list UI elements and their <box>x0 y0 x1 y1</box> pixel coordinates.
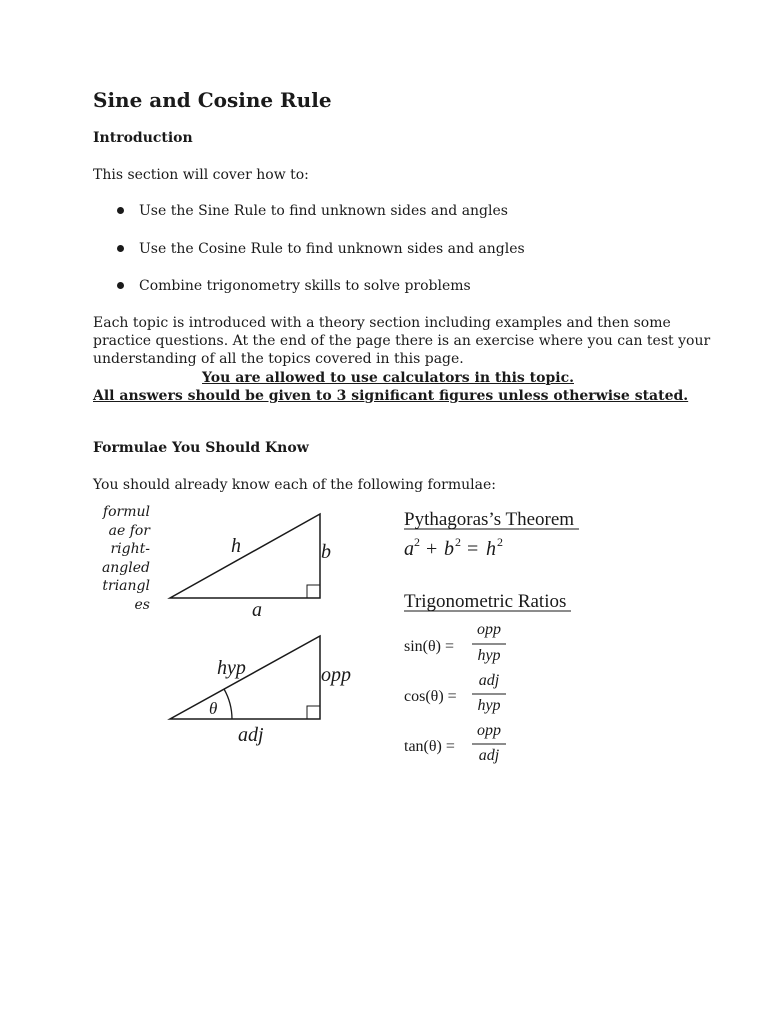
svg-text:=: = <box>467 538 479 560</box>
svg-text:tan(θ) =: tan(θ) = <box>404 738 455 755</box>
figure-caption: formul ae for right- angled triangl es <box>101 504 150 613</box>
svg-text:2: 2 <box>414 535 420 549</box>
svg-text:2: 2 <box>455 535 461 549</box>
triangle-1-hyp-label: h <box>231 535 241 557</box>
sine-ratio <box>404 621 506 664</box>
triangle-2-opp-label: opp <box>321 664 351 686</box>
triangle-1-base-label: a <box>252 599 262 621</box>
introduction-paragraph: Each topic is introduced with a theory section including examples and then some practice questions. At the end of the page there is an exercise where you can test your understanding of all the topics covered in this page. <box>93 315 711 367</box>
svg-text:h: h <box>486 538 496 560</box>
formulae-lead: You should already know each of the following formulae: <box>93 477 496 493</box>
calculator-note: You are allowed to use calculators in this topic. <box>202 370 574 386</box>
trig-ratios-heading: Trigonometric Ratios <box>404 591 567 612</box>
svg-text:adj: adj <box>478 747 500 764</box>
triangle-1-outline <box>170 514 320 598</box>
svg-text:opp: opp <box>477 722 501 739</box>
svg-text:sin(θ) =: sin(θ) = <box>404 638 455 655</box>
page-title: Sine and Cosine Rule <box>93 88 332 112</box>
significant-figures-note: All answers should be given to 3 significant figures unless otherwise stated. <box>93 388 689 404</box>
pythagoras-formula <box>404 535 503 560</box>
tangent-ratio <box>404 722 506 764</box>
triangle-2-hyp-label: hyp <box>217 657 246 679</box>
angle-arc <box>224 689 232 719</box>
svg-text:2: 2 <box>497 535 503 549</box>
triangle-1-vertical-label: b <box>321 541 331 563</box>
triangle-2-adj-label: adj <box>238 724 264 746</box>
formulae-heading: Formulae You Should Know <box>93 440 309 456</box>
svg-text:adj: adj <box>478 672 500 689</box>
svg-text:hyp: hyp <box>477 647 501 664</box>
svg-text:hyp: hyp <box>477 697 501 714</box>
introduction-lead: This section will cover how to: <box>93 167 309 183</box>
svg-text:+: + <box>426 538 438 560</box>
introduction-heading: Introduction <box>93 130 193 146</box>
theta-label: θ <box>209 699 218 718</box>
right-angle-marker-2 <box>307 706 320 719</box>
cosine-ratio <box>404 672 506 714</box>
svg-text:cos(θ) =: cos(θ) = <box>404 688 457 705</box>
list-item: Use the Cosine Rule to find unknown sides and angles <box>93 238 525 276</box>
list-item: Use the Sine Rule to find unknown sides and angles <box>93 200 525 238</box>
right-angle-marker-1 <box>307 585 320 598</box>
pythagoras-heading: Pythagoras’s Theorem <box>404 509 575 530</box>
svg-text:b: b <box>444 538 454 560</box>
right-triangle-labeled-sides <box>170 514 320 598</box>
svg-text:a: a <box>404 538 414 560</box>
list-item: Combine trigonometry skills to solve problems <box>93 275 525 313</box>
svg-text:opp: opp <box>477 621 501 638</box>
